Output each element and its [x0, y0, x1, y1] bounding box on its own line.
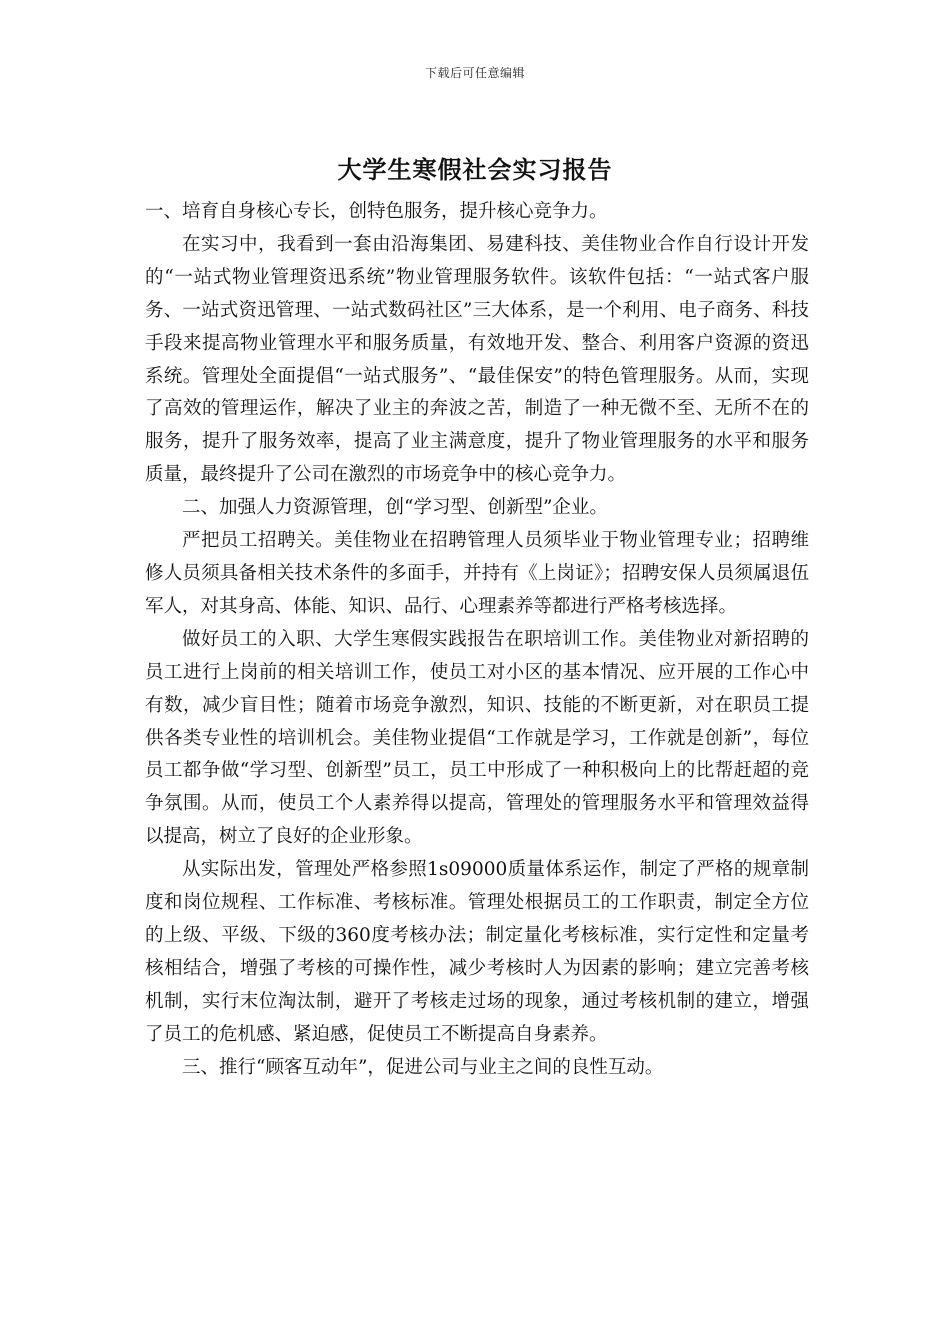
body-paragraph: 从实际出发，管理处严格参照1s09000质量体系运作，制定了严格的规章制度和岗位规程、工作标准、考核标准。管理处根据员工的工作职责，制定全方位的上级、平级、下级的360度考核办法；制定量化考核标准，实行定性和定量考核相结合，增强了考核的可操作性，减少考核时人为因素的影响；建立完善考核机制，实行末位淘汰制，避开了考核走过场的现象，通过考核机制的建立，增强了员工的危机感、紧迫感，促使员工不断提高自身素养。	[145, 859, 809, 1045]
document-title: 大学生寒假社会实习报告	[337, 155, 613, 184]
section-heading-3: 三、推行“顾客互动年”，促进公司与业主之间的良性互动。	[182, 1056, 664, 1078]
body-paragraph: 严把员工招聘关。美佳物业在招聘管理人员须毕业于物业管理专业；招聘维修人员须具备相关技术条件的多面手，并持有《上岗证》；招聘安保人员须属退伍军人，对其身高、体能、知识、品行、心理素养等都进行严格考核选择。	[145, 530, 809, 617]
header-note: 下载后可任意编辑	[424, 66, 525, 80]
section-heading-2: 二、加强人力资源管理，创“学习型、创新型”企业。	[182, 497, 608, 519]
document-body	[145, 196, 809, 1084]
section-heading-1: 一、培育自身核心专长，创特色服务，提升核心竞争力。	[145, 201, 608, 222]
body-paragraph: 做好员工的入职、大学生寒假实践报告在职培训工作。美佳物业对新招聘的员工进行上岗前的相关培训工作，使员工对小区的基本情况、应开展的工作心中有数，减少盲目性；随着市场竞争激烈，知识、技能的不断更新，对在职员工提供各类专业性的培训机会。美佳物业提倡“工作就是学习，工作就是创新”，每位员工都争做“学习型、创新型”员工，员工中形成了一种积极向上的比帮赶超的竞争氛围。从而，使员工个人素养得以提高，管理处的管理服务水平和管理效益得以提高，树立了良好的企业形象。	[145, 628, 809, 848]
body-paragraph: 在实习中，我看到一套由沿海集团、易建科技、美佳物业合作自行设计开发的“一站式物业管理资迅系统”物业管理服务软件。该软件包括：“一站式客户服务、一站式资迅管理、一站式数码社区”三大体系，是一个利用、电子商务、科技手段来提高物业管理水平和服务质量，有效地开发、整合、利用客户资源的资迅系统。管理处全面提倡“一站式服务”、“最佳保安”的特色管理服务。从而，实现了高效的管理运作，解决了业主的奔波之苦，制造了一种无微不至、无所不在的服务，提升了服务效率，提高了业主满意度，提升了物业管理服务的水平和服务质量，最终提升了公司在激烈的市场竞争中的核心竞争力。	[145, 233, 809, 486]
